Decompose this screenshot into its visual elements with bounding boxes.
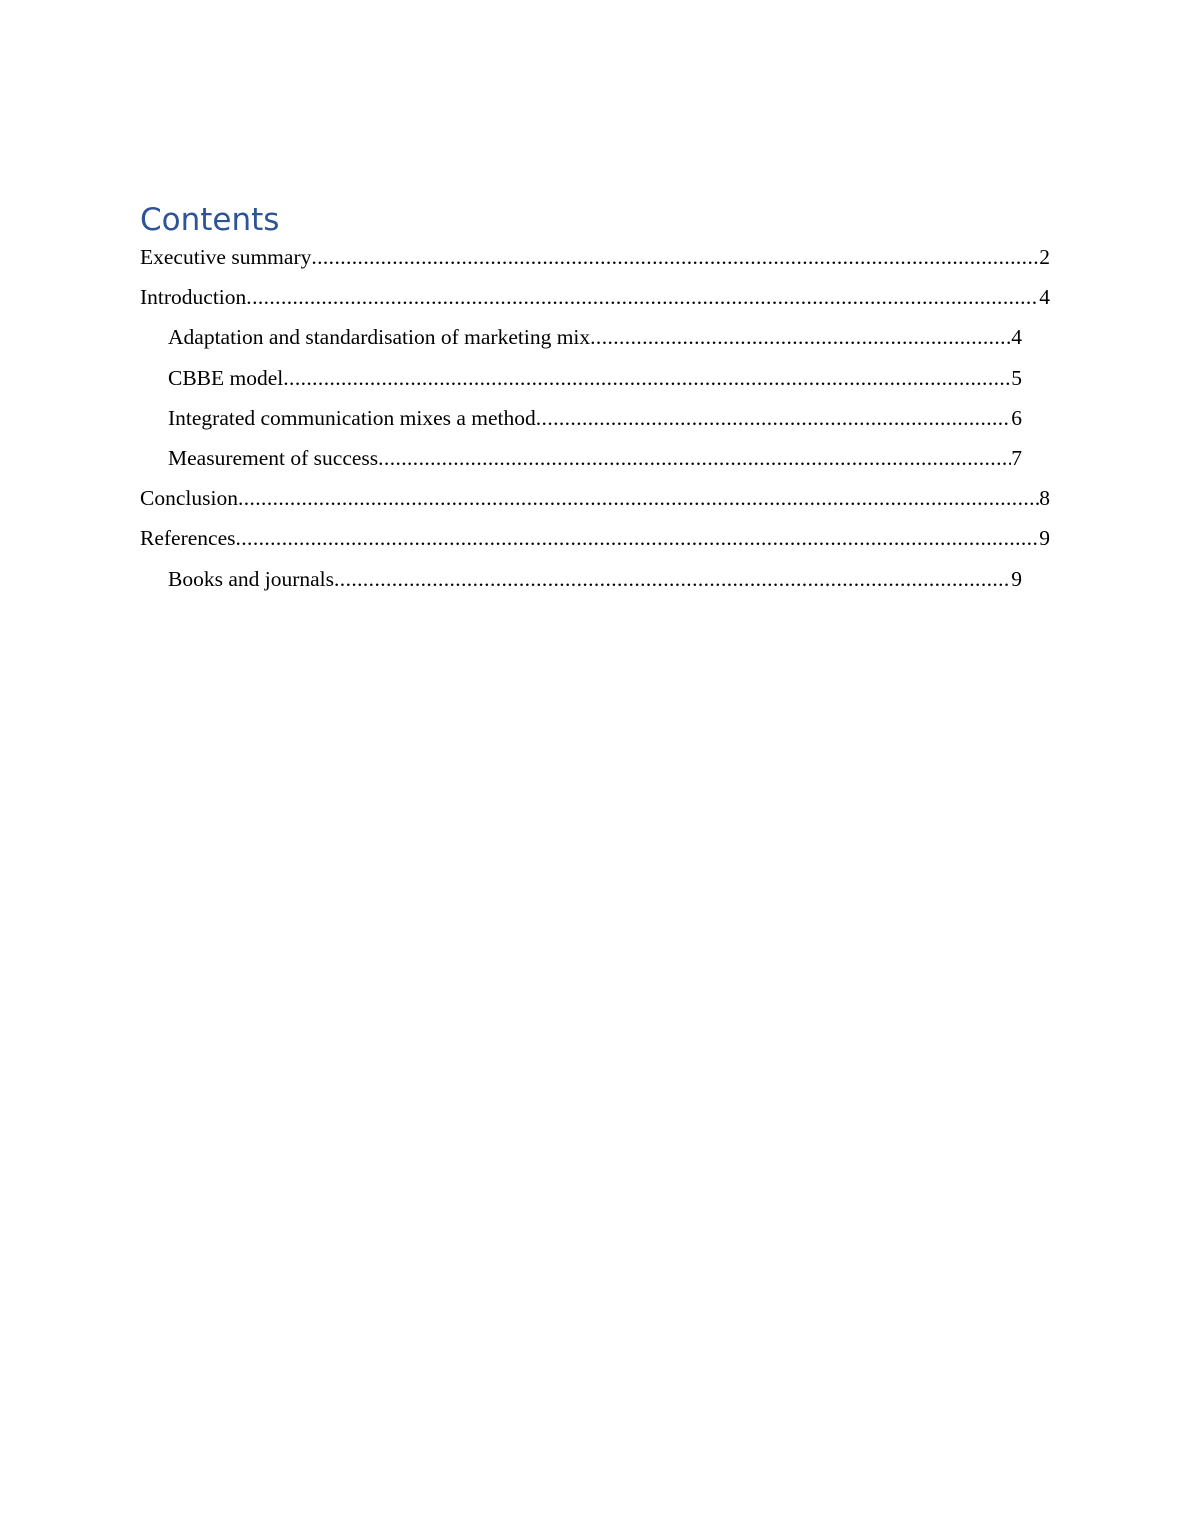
toc-heading: Contents [140, 202, 280, 238]
toc-entry-page-number: 6 [1011, 405, 1022, 430]
toc-dot-leader [311, 240, 1039, 274]
toc-entry-title: Introduction [140, 285, 247, 310]
toc-entry-page-number: 4 [1039, 285, 1050, 310]
toc-dot-leader [536, 401, 1011, 435]
toc-entry-page-number: 9 [1039, 526, 1050, 551]
toc-entry-title: Conclusion [140, 486, 238, 511]
toc-entry-title: Measurement of success [168, 445, 379, 470]
table-of-contents [140, 240, 1050, 602]
toc-entry-cbbe-model[interactable] [140, 361, 1050, 401]
toc-entry-conclusion[interactable] [140, 481, 1050, 521]
toc-dot-leader [238, 481, 1039, 515]
toc-entry-page-number: 4 [1011, 325, 1022, 350]
toc-entry-title: Adaptation and standardisation of marketing mix [168, 325, 591, 350]
toc-entry-measurement-of-success[interactable] [140, 441, 1050, 481]
toc-dot-leader [334, 562, 1011, 596]
toc-entry-title: CBBE model [168, 365, 284, 390]
toc-entry-title: Executive summary [140, 245, 312, 269]
toc-entry-books-and-journals[interactable] [140, 562, 1050, 602]
toc-entry-integrated-communication[interactable] [140, 401, 1050, 441]
toc-entry-page-number: 9 [1011, 566, 1022, 591]
toc-entry-title: Books and journals [168, 566, 335, 591]
toc-dot-leader [590, 320, 1011, 354]
toc-entry-page-number: 7 [1011, 445, 1022, 470]
toc-entry-adaptation-standardisation[interactable] [140, 320, 1050, 360]
toc-entry-page-number: 8 [1039, 486, 1050, 511]
toc-dot-leader [283, 361, 1011, 395]
toc-entry-page-number: 2 [1039, 245, 1050, 269]
toc-entry-page-number: 5 [1011, 365, 1022, 390]
toc-dot-leader [246, 280, 1039, 314]
toc-entry-title: Integrated communication mixes a method [168, 405, 536, 430]
toc-entry-title: References [140, 526, 236, 551]
toc-entry-references[interactable] [140, 521, 1050, 561]
toc-dot-leader [378, 441, 1011, 475]
toc-entry-introduction[interactable] [140, 280, 1050, 320]
toc-entry-executive-summary[interactable] [140, 240, 1050, 280]
toc-dot-leader [236, 521, 1040, 555]
